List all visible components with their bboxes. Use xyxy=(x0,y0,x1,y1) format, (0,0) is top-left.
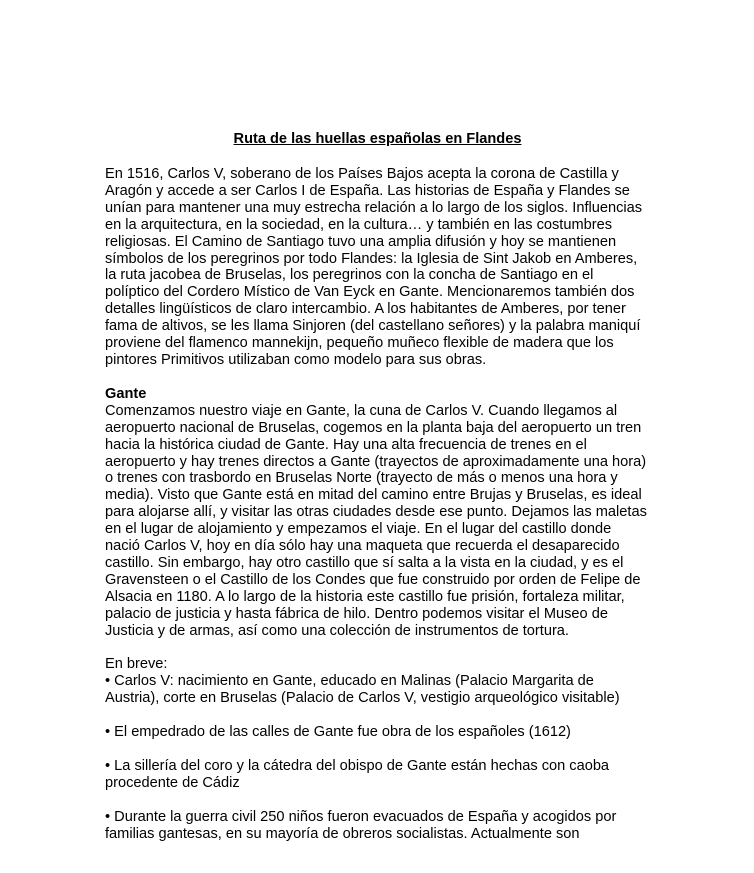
list-item: • Carlos V: nacimiento en Gante, educado en Malinas (Palacio Margarita de Austria), corte en Bruselas (Palacio de Carlos V, vestigio arqueológico visitable) xyxy=(105,673,620,707)
document-title: Ruta de las huellas españolas en Flandes xyxy=(233,131,522,147)
document-content xyxy=(105,131,650,843)
intro-paragraph: En 1516, Carlos V, soberano de los Países Bajos acepta la corona de Castilla y Aragón y accede a ser Carlos I de España. Las historias de España y Flandes se unían para mantener una muy estrecha relación a lo largo de los siglos. Influencias en la arquitectura, en la sociedad, en la cultura… y también en las costumbres religiosas. El Camino de Santiago tuvo una amplia difusión y hoy se mantienen símbolos de los peregrinos por todo Flandes: la Iglesia de Sint Jakob en Amberes, la ruta jacobea de Bruselas, los peregrinos con la concha de Santiago en el políptico del Cordero Místico de Van Eyck en Gante. Mencionaremos también dos detalles lingüísticos de claro intercambio. A los habitantes de Amberes, por tener fama de altivos, se les llama Sinjoren (del castellano señores) y la palabra maniquí proviene del flamenco mannekijn, pequeño muñeco flexible de madera que los pintores Primitivos utilizaban como modelo para sus obras. xyxy=(105,166,643,368)
brief-label: En breve: xyxy=(105,656,168,673)
list-item: • La sillería del coro y la cátedra del obispo de Gante están hechas con caoba procedente de Cádiz xyxy=(105,758,610,791)
bullet-list xyxy=(105,673,650,842)
section-heading-gante: Gante xyxy=(105,385,147,402)
list-item: • Durante la guerra civil 250 niños fueron evacuados de España y acogidos por familias gantesas, en su mayoría de obreros socialistas. Actualmente son xyxy=(105,808,617,842)
list-item: • El empedrado de las calles de Gante fue obra de los españoles (1612) xyxy=(105,724,571,741)
section-body-gante: Comenzamos nuestro viaje en Gante, la cuna de Carlos V. Cuando llegamos al aeropuerto nacional de Bruselas, cogemos en la planta baja del aeropuerto un tren hacia la histórica ciudad de Gante. Hay una alta frecuencia de trenes en el aeropuerto y hay trenes directos a Gante (trayectos de aproximadamente una hora) o trenes con trasbordo en Bruselas Norte (trayecto de más o menos una hora y media). Visto que Gante está en mitad del camino entre Brujas y Bruselas, es ideal para alojarse allí, y visitar las otras ciudades desde ese punto. Dejamos las maletas en el lugar de alojamiento y empezamos el viaje. En el lugar del castillo donde nació Carlos V, hoy en día sólo hay una maqueta que recuerda el desaparecido castillo. Sin embargo, hay otro castillo que sí salta a la vista en la ciudad, y es el Gravensteen o el Castillo de los Condes que fue construido por orden de Felipe de Alsacia en 1180. A lo largo de la historia este castillo fue prisión, fortaleza militar, palacio de justicia y hasta fábrica de hilo. Dentro podemos visitar el Museo de Justicia y de armas, así como una colección de instrumentos de tortura. xyxy=(105,402,647,639)
